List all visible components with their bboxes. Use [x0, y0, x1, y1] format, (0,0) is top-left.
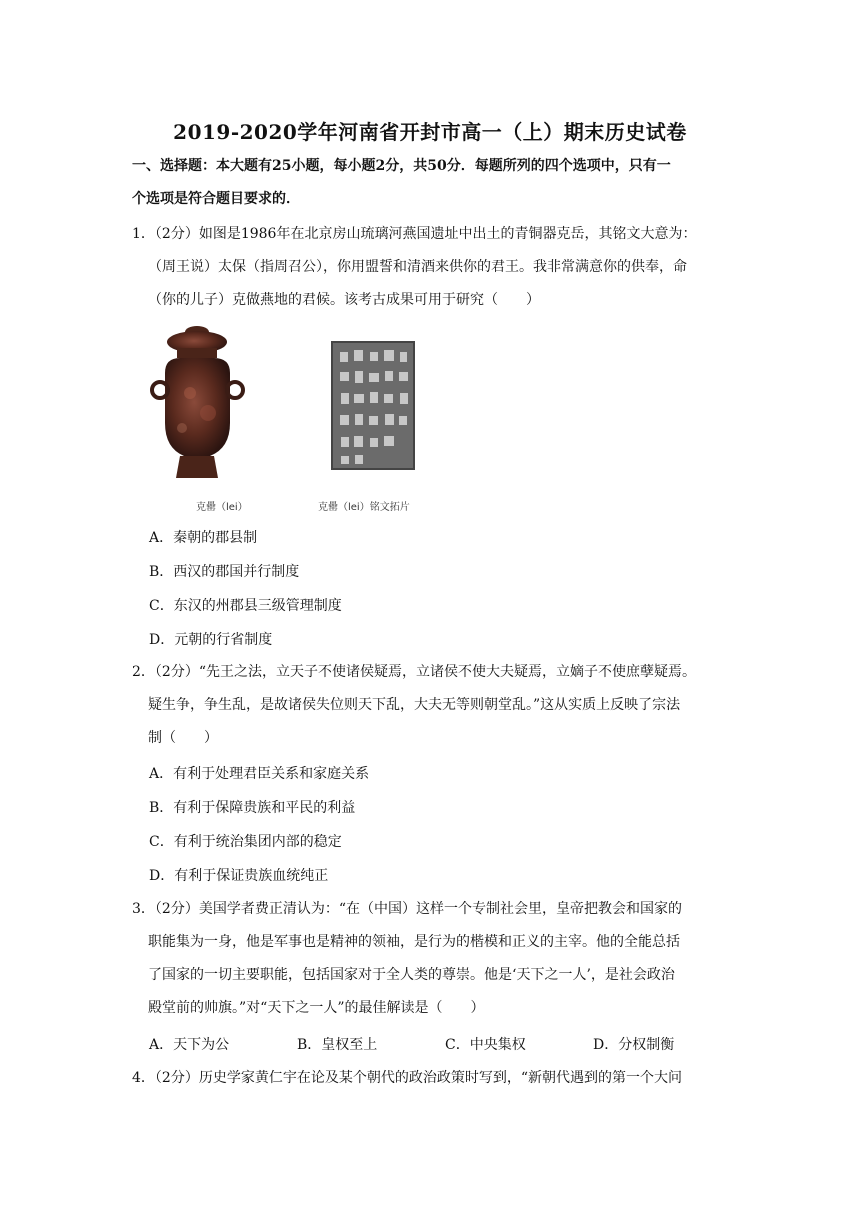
bronze-lei-vessel-image	[150, 318, 245, 488]
question-1-line-1: 1．（2分）如图是1986年在北京房山琉璃河燕国遗址中出土的青铜器克岳，其铭文大意为：	[132, 226, 697, 242]
section-header	[132, 150, 744, 216]
question-1-line-3: （你的儿子）克做燕地的君候。该考古成果可用于研究（ ）	[148, 292, 540, 308]
question-4-stem	[132, 1062, 744, 1095]
question-2-option-a: A．有利于处理君臣关系和家庭关系	[149, 766, 370, 782]
question-3-option-b: B．皇权至上	[297, 1037, 378, 1053]
question-2-line-1: 2．（2分）“先王之法，立天子不使诸侯疑焉，立诸侯不使大夫疑焉，立嫡子不使庶孽疑焉。	[132, 664, 696, 680]
question-2-line-3: 制（ ）	[148, 730, 218, 746]
question-1-line-2: （周王说）太保（指周召公），你用盟誓和清酒来供你的君王。我非常满意你的供奉，命	[148, 259, 687, 275]
section-line-2: 个选项是符合题目要求的．	[132, 191, 300, 207]
vessel-caption: 克罍（lei）	[196, 502, 248, 513]
question-3-option-d: D．分权制衡	[593, 1037, 675, 1053]
question-4-line-1: 4．（2分）历史学家黄仁宇在论及某个朝代的政治政策时写到，“新朝代遇到的第一个大问	[132, 1070, 682, 1086]
question-1-option-c: C．东汉的州郡县三级管理制度	[149, 598, 342, 614]
question-2-line-2: 疑生争，争生乱，是故诸侯失位则天下乱，大夫无等则朝堂乱。”这从实质上反映了宗法	[148, 697, 681, 713]
question-1-option-a: A．秦朝的郡县制	[149, 530, 258, 546]
question-1-stem	[132, 218, 744, 317]
section-line-1: 一、选择题：本大题有25小题，每小题2分，共50分．每题所列的四个选项中，只有一	[132, 158, 671, 174]
question-2-stem	[132, 656, 744, 755]
question-1-option-b: B．西汉的郡国并行制度	[149, 564, 300, 580]
question-3-stem	[132, 893, 744, 1025]
question-3-option-c: C．中央集权	[445, 1037, 526, 1053]
question-2-option-b: B．有利于保障贵族和平民的利益	[149, 800, 356, 816]
question-2-option-c: C．有利于统治集团内部的稳定	[149, 834, 342, 850]
question-1-option-d: D．元朝的行省制度	[149, 632, 273, 648]
question-3-line-4: 殿堂前的帅旗。”对“天下之一人”的最佳解读是（ ）	[148, 1000, 485, 1016]
inscription-rubbing-image	[328, 338, 418, 473]
question-3-line-2: 职能集为一身，他是军事也是精神的领袖，是行为的楷模和正义的主宰。他的全能总括	[148, 934, 680, 950]
question-2-option-d: D．有利于保证贵族血统纯正	[149, 868, 329, 884]
question-3-line-1: 3．（2分）美国学者费正清认为：“在（中国）这样一个专制社会里，皇帝把教会和国家的	[132, 901, 682, 917]
question-3-option-a: A．天下为公	[149, 1037, 230, 1053]
rubbing-caption: 克罍（lei）铭文拓片	[318, 502, 410, 513]
page-title: 2019-2020学年河南省开封市高一（上）期末历史试卷	[173, 120, 687, 144]
question-3-line-3: 了国家的一切主要职能，包括国家对于全人类的尊崇。他是‘天下之一人’，是社会政治	[148, 967, 675, 983]
